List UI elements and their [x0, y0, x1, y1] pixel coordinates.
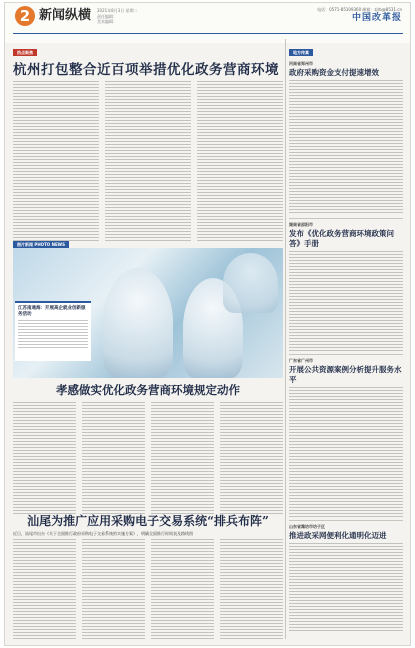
photo-news-label: 图片新闻 PHOTO NEWS	[13, 241, 69, 248]
text-column	[13, 81, 99, 241]
item-divider	[289, 354, 403, 355]
masthead-contact: 电话：0571-85109360 邮箱：zjrb@8531.cn	[317, 7, 402, 12]
item4-location: 山东省潍坊市坊子区	[289, 524, 325, 529]
item1-headline: 政府采购资金支付提速增效	[289, 68, 379, 77]
text-column	[220, 539, 283, 639]
text-column	[151, 539, 214, 639]
edition-date: 2021年8月3日 星期二	[97, 8, 138, 13]
item2-location: 湖南省邵阳市	[289, 222, 313, 227]
item4-headline: 推进政采网便利化通明化迈进	[289, 531, 387, 540]
text-column	[105, 81, 191, 241]
text-column	[220, 402, 283, 514]
third-headline: 汕尾为推广应用采购电子交易系统“排兵布阵”	[27, 514, 269, 528]
page-header	[5, 3, 410, 43]
section-title: 新闻纵横	[39, 8, 92, 23]
item2-headline: 发布《优化政务营商环境政策问答》手册	[289, 229, 394, 248]
text-column	[82, 402, 145, 514]
text-column	[13, 402, 76, 514]
text-column	[151, 402, 214, 514]
second-article-body	[13, 402, 283, 514]
column-divider	[285, 39, 286, 639]
photo-caption-text	[18, 320, 88, 350]
item1-location: 河南省郑州市	[289, 61, 313, 66]
text-column	[197, 81, 283, 241]
lead-tag: 热点聚焦	[13, 49, 37, 56]
edition-meta	[97, 8, 138, 25]
second-story	[13, 383, 283, 514]
item3-body	[289, 387, 403, 517]
photo-caption-title: 江苏南通海：开展高企就业创新服务活动	[18, 306, 86, 317]
third-deck: 近日，汕尾市出台《关于全面推行政府采购电子交易系统的实施方案》，明确全面推行时间表及路线图	[13, 531, 193, 536]
text-column	[82, 539, 145, 639]
third-article-body	[13, 539, 283, 639]
lead-headline: 杭州打包整合近百项举措优化政务营商环境	[13, 62, 279, 78]
section-number-badge: 2	[15, 6, 35, 26]
second-headline: 孝感做实优化政务营商环境规定动作	[56, 383, 240, 397]
masthead-name: 中国改革报	[351, 13, 402, 23]
regional-tag: 地方传真	[289, 49, 313, 56]
item-divider	[289, 520, 403, 521]
photo-figure	[103, 268, 173, 378]
item3-location: 广东省广州市	[289, 358, 313, 363]
photo-figure	[223, 253, 278, 313]
third-story	[13, 513, 283, 639]
item1-body	[289, 80, 403, 215]
header-rule	[13, 33, 403, 34]
edition-art-editor: 美术编辑：	[97, 19, 117, 24]
item2-body	[289, 251, 403, 351]
photo-caption	[15, 301, 91, 361]
edition-editor: 责任编辑：	[97, 13, 117, 19]
masthead	[317, 7, 402, 24]
item4-body	[289, 543, 403, 633]
item-divider	[289, 218, 403, 219]
text-column	[13, 539, 76, 639]
newspaper-page	[4, 2, 411, 646]
regional-news-column	[289, 39, 403, 633]
lead-article-body	[13, 81, 283, 241]
item3-headline: 开展公共资源案例分析提升服务水平	[289, 365, 402, 384]
